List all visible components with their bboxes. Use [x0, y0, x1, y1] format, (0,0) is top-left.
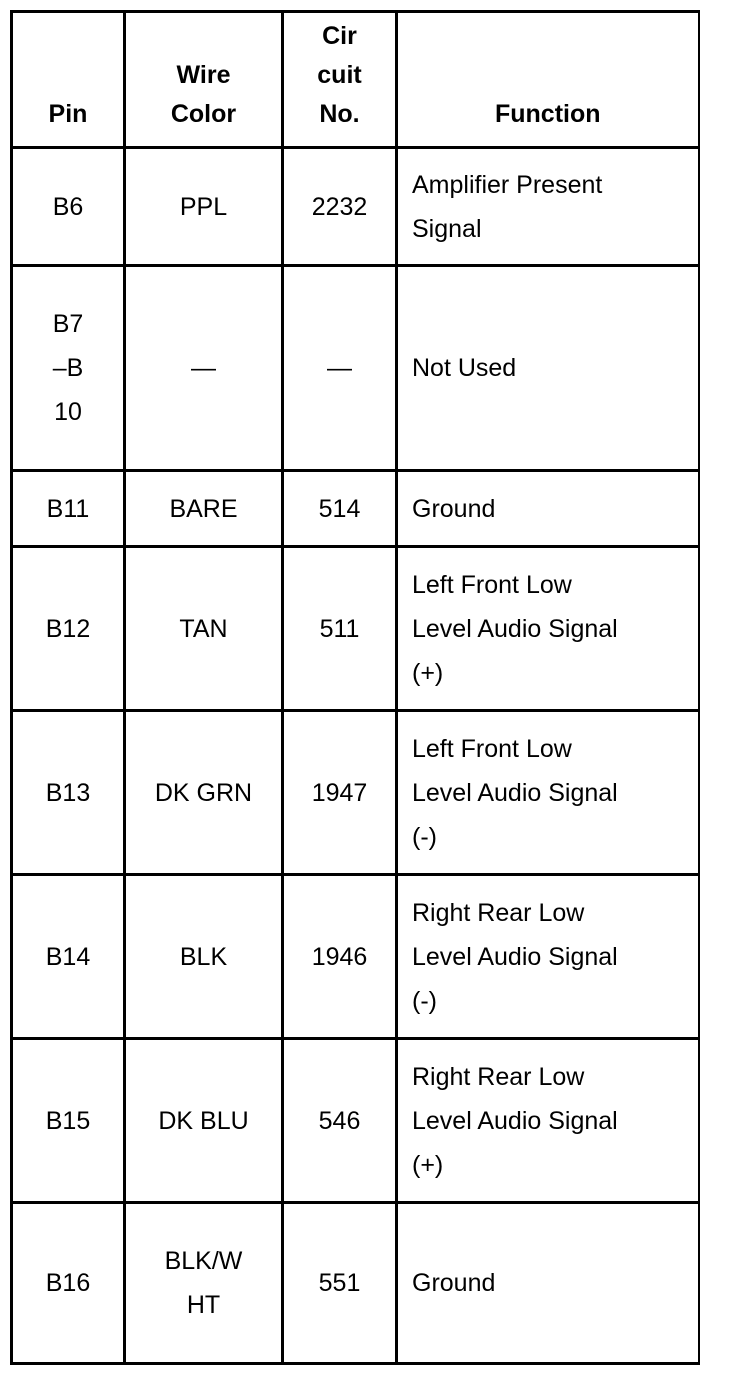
wire-color-cell [125, 1203, 283, 1364]
pin-cell [12, 148, 125, 266]
wire-color-cell-line: PPL [179, 192, 228, 221]
circuit-number-cell-line: 551 [318, 1269, 361, 1297]
header-function [397, 12, 699, 148]
pin-cell-line: B6 [52, 192, 84, 221]
function-cell-line: (-) [412, 986, 437, 1015]
wire-color-cell [125, 471, 283, 547]
wire-color-cell-line: BLK/W [164, 1247, 243, 1275]
wire-color-cell [125, 148, 283, 266]
pin-cell [12, 266, 125, 471]
circuit-number-cell-line: 1946 [311, 942, 368, 971]
circuit-number-cell-line: 546 [318, 1106, 361, 1135]
function-cell-line: Right Rear Low [412, 898, 585, 927]
wire-color-cell-line: — [191, 354, 216, 382]
function-cell-line: (+) [412, 1150, 444, 1179]
wire-color-cell [125, 1039, 283, 1203]
circuit-number-cell [283, 148, 397, 266]
pin-cell-line: B7 [52, 310, 84, 338]
wire-color-cell [125, 266, 283, 471]
table-header-row [12, 12, 699, 148]
function-cell [397, 148, 699, 266]
header-circuit-line: No. [319, 100, 360, 128]
table-body [12, 148, 699, 1364]
pin-cell-line: B14 [45, 942, 91, 971]
wire-color-cell-line: HT [186, 1291, 221, 1319]
wire-color-cell-line: DK GRN [154, 778, 253, 807]
circuit-number-cell-line: 2232 [311, 192, 368, 221]
pin-cell [12, 711, 125, 875]
pin-cell-line: B16 [45, 1269, 91, 1297]
function-cell [397, 547, 699, 711]
circuit-number-cell [283, 1039, 397, 1203]
function-cell [397, 1203, 699, 1364]
function-cell [397, 1039, 699, 1203]
function-cell [397, 266, 699, 471]
pin-cell [12, 1039, 125, 1203]
function-cell-line: Ground [412, 1269, 496, 1297]
pin-cell-line: B15 [45, 1106, 91, 1135]
wire-color-cell-line: TAN [179, 614, 228, 643]
function-cell-line: Not Used [412, 354, 517, 382]
function-cell-line: Level Audio Signal [412, 1106, 618, 1135]
header-function-label: Function [494, 100, 601, 128]
pin-cell [12, 547, 125, 711]
function-cell-line: Right Rear Low [412, 1062, 585, 1091]
table-row [12, 1039, 699, 1203]
table-row [12, 148, 699, 266]
wire-color-cell-line: DK BLU [158, 1106, 249, 1135]
table-row [12, 875, 699, 1039]
circuit-number-cell-line: 514 [318, 494, 361, 523]
table-row [12, 266, 699, 471]
header-pin-label: Pin [48, 100, 88, 128]
function-cell-line: Level Audio Signal [412, 942, 618, 971]
wire-color-cell [125, 875, 283, 1039]
table-row [12, 1203, 699, 1364]
function-cell [397, 711, 699, 875]
function-cell-line: (+) [412, 658, 444, 687]
wire-color-cell-line: BLK [179, 942, 228, 971]
wire-color-cell [125, 547, 283, 711]
pin-cell-line: 10 [54, 398, 82, 426]
circuit-number-cell [283, 875, 397, 1039]
header-wire-color [125, 12, 283, 148]
function-cell [397, 471, 699, 547]
circuit-number-cell-line: — [327, 354, 352, 382]
connector-pinout-table [10, 10, 700, 1365]
pin-cell-line: B12 [45, 614, 91, 643]
wire-color-cell-line: BARE [169, 494, 238, 523]
wire-color-cell [125, 711, 283, 875]
function-cell [397, 875, 699, 1039]
pin-cell [12, 471, 125, 547]
header-pin [12, 12, 125, 148]
circuit-number-cell [283, 471, 397, 547]
function-cell-line: Left Front Low [412, 570, 572, 599]
function-cell-line: Level Audio Signal [412, 614, 618, 643]
circuit-number-cell-line: 1947 [311, 778, 368, 807]
function-cell-line: Left Front Low [412, 734, 572, 763]
pin-cell-line: B11 [46, 494, 90, 523]
table-row [12, 547, 699, 711]
pin-cell [12, 1203, 125, 1364]
header-circuit-number [283, 12, 397, 148]
header-wire-color-line: Wire [176, 61, 231, 89]
circuit-number-cell [283, 711, 397, 875]
table-row [12, 471, 699, 547]
header-circuit-line: cuit [317, 61, 362, 89]
circuit-number-cell [283, 547, 397, 711]
function-cell-line: Ground [412, 494, 496, 523]
circuit-number-cell [283, 1203, 397, 1364]
header-circuit-line: Cir [322, 22, 357, 50]
function-cell-line: (-) [412, 822, 437, 851]
function-cell-line: Signal [412, 214, 482, 243]
function-cell-line: Level Audio Signal [412, 778, 618, 807]
table-row [12, 711, 699, 875]
circuit-number-cell-line: 511 [319, 614, 360, 643]
pin-cell [12, 875, 125, 1039]
circuit-number-cell [283, 266, 397, 471]
connector-pinout-table-wrapper [10, 10, 697, 1365]
pin-cell-line: B13 [45, 778, 91, 807]
function-cell-line: Amplifier Present [412, 170, 603, 199]
pin-cell-line: –B [52, 354, 84, 382]
header-wire-color-line: Color [170, 100, 237, 128]
